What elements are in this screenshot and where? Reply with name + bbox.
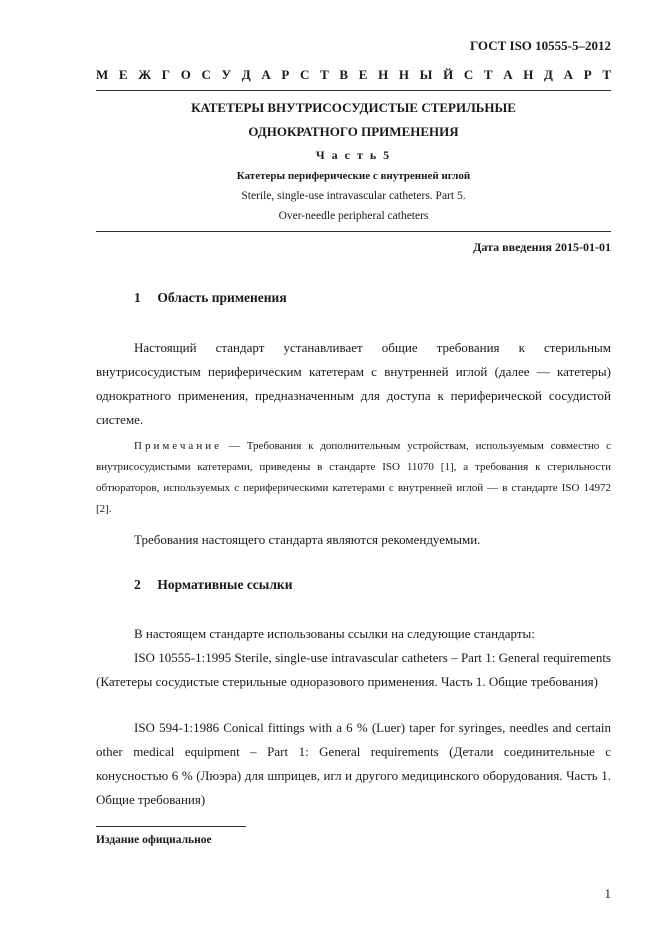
part-label: Ч а с т ь 5 <box>315 148 392 162</box>
section-1-paragraph-2: Требования настоящего стандарта являются рекомендуемыми. <box>134 532 481 547</box>
section-1-title: Область применения <box>157 290 287 305</box>
title-line-1: КАТЕТЕРЫ ВНУТРИСОСУДИСТЫЕ СТЕРИЛЬНЫЕ <box>191 100 516 115</box>
section-1-heading <box>134 290 287 306</box>
note-label: Примечание <box>134 440 222 452</box>
official-edition-label: Издание официальное <box>96 834 212 846</box>
section-1-note <box>96 436 611 520</box>
title-rule <box>96 231 611 232</box>
reference-iso-10555-1: ISO 10555-1:1995 Sterile, single-use intravascular catheters – Part 1: General requirements (Катетеры сосудистые стерильные одноразового применения. Часть 1. Общие требования) <box>96 650 611 689</box>
subtitle-en-2: Over-needle peripheral catheters <box>278 210 429 222</box>
note-text: — Требования к дополнительным устройствам, используемым совместно с внутрисосудистыми катетерами, приведены в стандарте ISO 11070 [1], а требования к стерильности обтюраторов, используемых с периферическими катетерами с внутренней иглой — в стандарте ISO 14972 [2]. <box>96 440 611 515</box>
subtitle-en-1: Sterile, single-use intravascular catheters. Part 5. <box>241 190 466 202</box>
section-1-paragraph: Настоящий стандарт устанавливает общие требования к стерильным внутрисосудистым периферическим катетерам с внутренней иглой (далее — катетеры) однократного применения, предназначенным для доступа к периферической сосудистой системе. <box>96 340 611 427</box>
introduction-date: Дата введения 2015-01-01 <box>473 240 611 254</box>
section-2-title: Нормативные ссылки <box>157 577 293 592</box>
footer-rule <box>96 826 246 827</box>
section-2-number: 2 <box>134 577 141 592</box>
section-2-intro: В настоящем стандарте использованы ссылки на следующие стандарты: <box>134 626 535 641</box>
section-1-number: 1 <box>134 290 141 305</box>
header-rule <box>96 90 611 91</box>
reference-iso-594-1: ISO 594-1:1986 Conical fittings with a 6 % (Luer) taper for syringes, needles and certain other medical equipment – Part 1: General requirements (Детали соединительные с конусностью 6 % (Люэра) для шприцев, игл и другого медицинского оборудования. Часть 1. Общие требования) <box>96 720 611 807</box>
page-number: 1 <box>604 886 611 901</box>
section-2-heading <box>134 577 292 593</box>
title-line-2: ОДНОКРАТНОГО ПРИМЕНЕНИЯ <box>248 124 459 139</box>
subtitle-ru: Катетеры периферические с внутренней иглой <box>236 170 471 182</box>
standard-id: ГОСТ ISO 10555-5–2012 <box>469 38 611 53</box>
interstate-standard-label: М Е Ж Г О С У Д А Р С Т В Е Н Н Ы Й С Т А Н Д А Р Т <box>96 67 611 82</box>
